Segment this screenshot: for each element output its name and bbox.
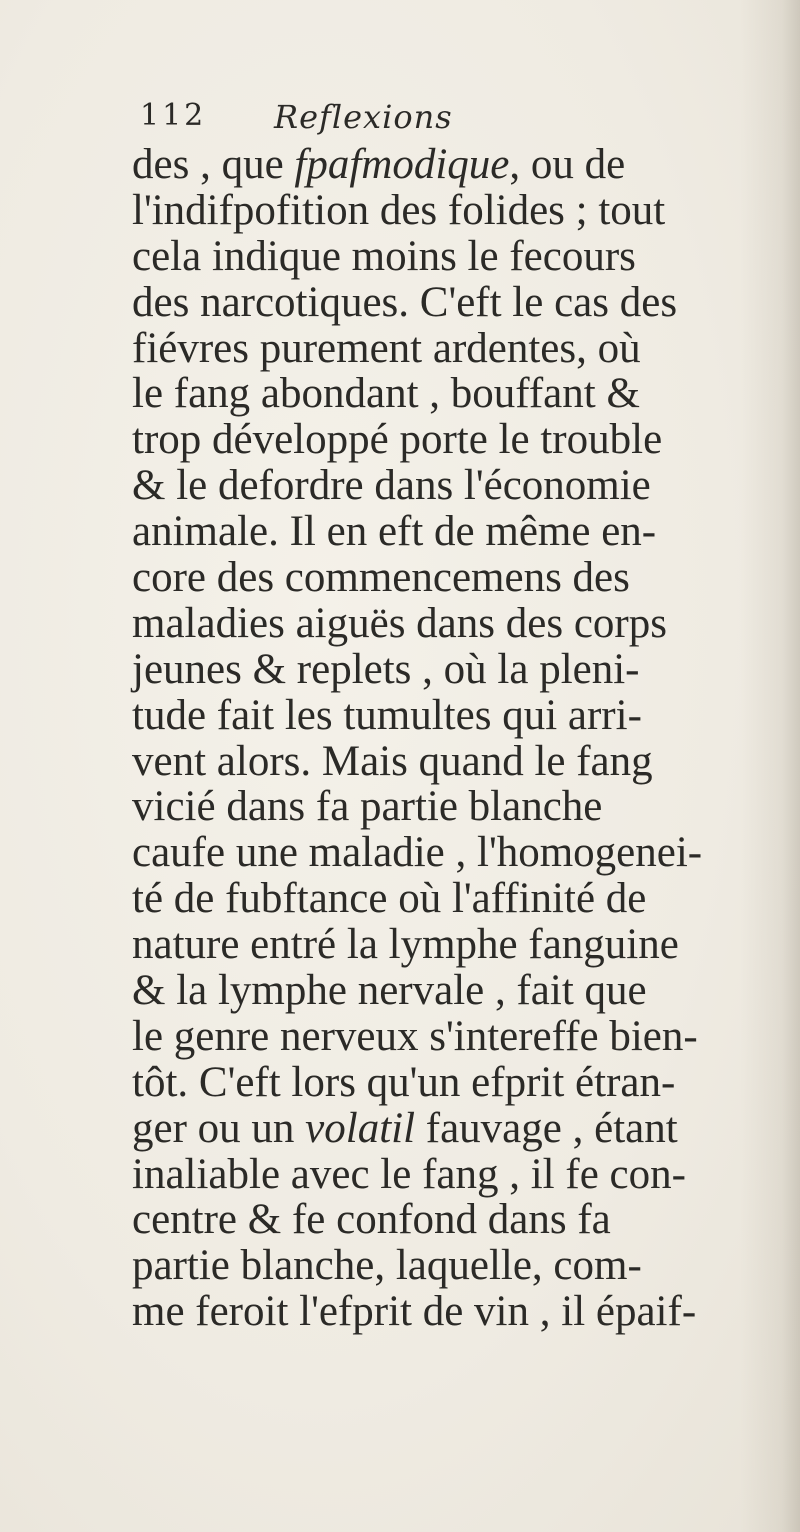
text-line: nature entré la lymphe fanguine <box>132 921 679 969</box>
text-line: vicié dans fa partie blanche <box>132 783 603 831</box>
text-line: me feroit l'efprit de vin , il épaif- <box>132 1288 697 1336</box>
text-line: té de fubftance où l'affinité de <box>132 875 647 923</box>
text-line: jeunes & replets , où la pleni- <box>132 645 640 693</box>
running-title: Reflexions <box>274 98 453 136</box>
text-line: centre & fe confond dans fa <box>132 1196 611 1244</box>
text-line <box>132 1106 772 1152</box>
text-line: des narcotiques. C'eft le cas des <box>132 278 678 326</box>
text-line: vent alors. Mais quand le fang <box>132 737 653 785</box>
text-line: inaliable avec le fang , il fe con- <box>132 1150 686 1198</box>
text-line <box>132 142 772 188</box>
text-line: fiévres purement ardentes, où <box>132 324 641 372</box>
text-line: tôt. C'eft lors qu'un efprit étran- <box>132 1058 676 1106</box>
text-line: le fang abondant , bouffant & <box>132 370 640 418</box>
page-header <box>140 98 640 142</box>
text-line: & la lymphe nervale , fait que <box>132 967 647 1015</box>
text-line: caufe une maladie , l'homogenei- <box>132 829 703 877</box>
text-line: core des commencemens des <box>132 554 630 602</box>
italic-term: fpafmodique <box>294 141 510 188</box>
text-line: tude fait les tumultes qui arri- <box>132 691 642 739</box>
text-line: cela indique moins le fecours <box>132 232 636 280</box>
text-line: le genre nerveux s'intereffe bien- <box>132 1012 698 1060</box>
italic-term: volatil <box>305 1104 416 1152</box>
text-line: l'indifpofition des folides ; tout <box>132 186 666 234</box>
text-line: partie blanche, laquelle, com- <box>132 1242 642 1290</box>
text-line: trop développé porte le trouble <box>132 416 663 464</box>
body-text <box>132 142 772 1335</box>
line-text: fauvage , étant <box>415 1104 678 1152</box>
text-line: & le defordre dans l'économie <box>132 462 651 510</box>
line-text: des , que <box>132 141 295 188</box>
text-line: maladies aiguës dans des corps <box>132 599 667 647</box>
text-line: animale. Il en eft de même en- <box>132 508 657 556</box>
line-text: , ou de <box>509 141 626 188</box>
line-text: ger ou un <box>132 1104 306 1152</box>
page-number: 112 <box>140 98 207 133</box>
